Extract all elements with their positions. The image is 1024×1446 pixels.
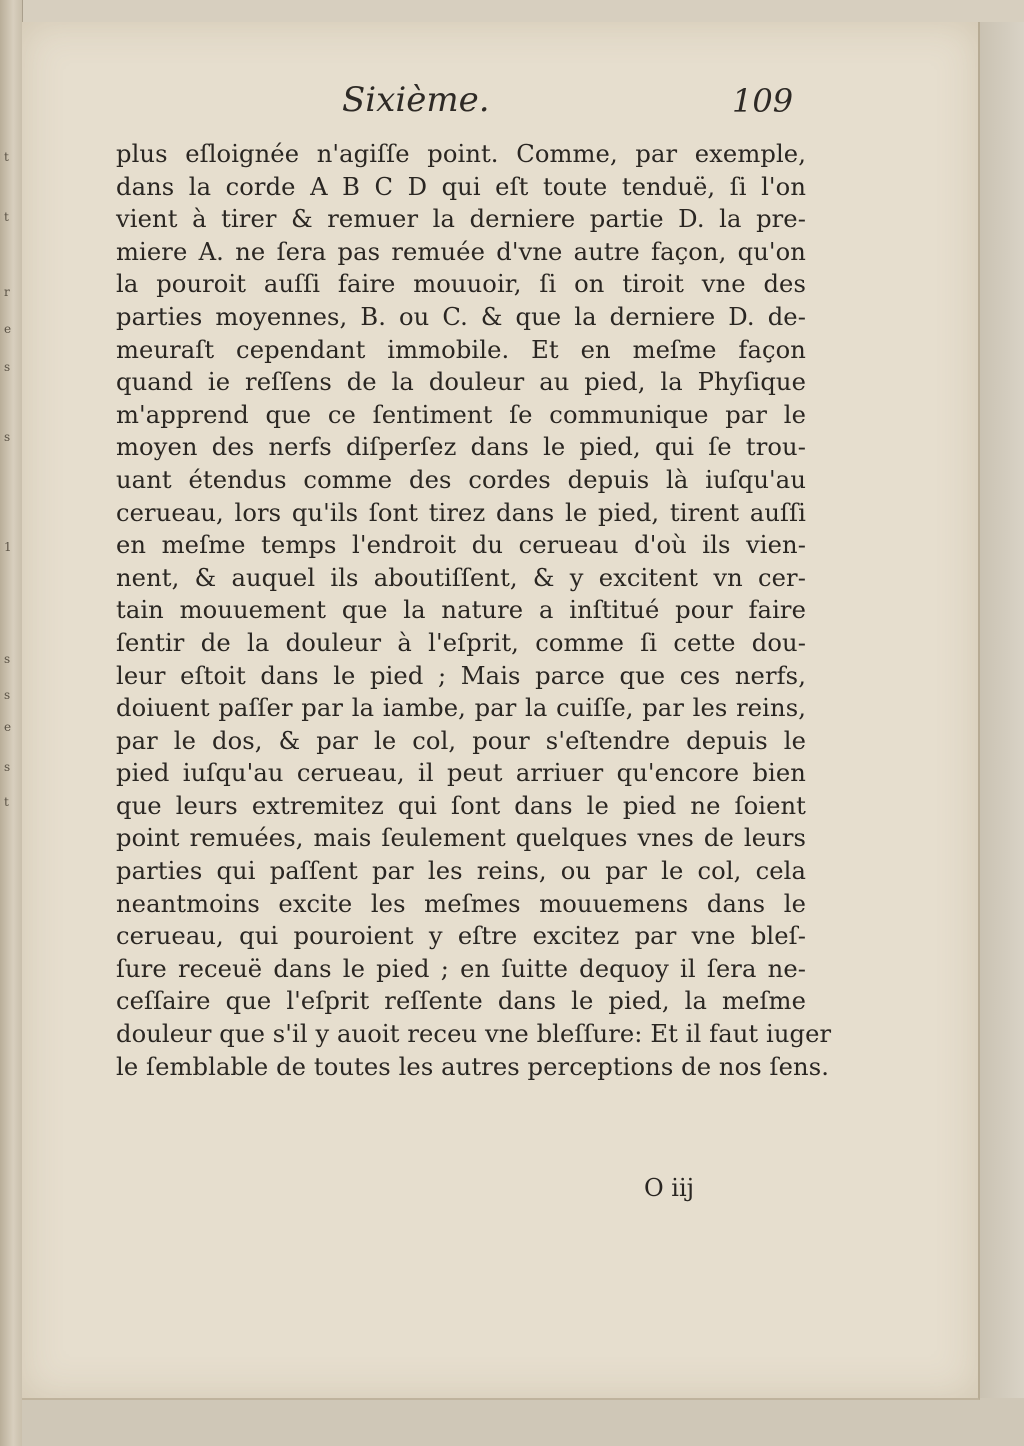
- text-line: vient à tirer & remuer la derniere partie D. la pre-: [116, 205, 806, 234]
- page-number: 109: [732, 82, 794, 120]
- facing-page-letter: s: [4, 760, 11, 774]
- text-line: meuraſt cependant immobile. Et en meſme façon: [116, 335, 806, 364]
- text-line: le ſemblable de toutes les autres perceptions de nos ſens.: [116, 1052, 830, 1081]
- text-line: tain mouuement que la nature a inſtitué pour faire: [116, 596, 806, 625]
- facing-page-letter: t: [4, 795, 9, 809]
- text-line: parties qui paſſent par les reins, ou par le col, cela: [116, 857, 806, 886]
- facing-page-letter: 1: [4, 540, 12, 554]
- scan-bottom-strip: [22, 1398, 1024, 1446]
- facing-page-letter: s: [4, 360, 11, 374]
- text-line: que leurs extremitez qui ſont dans le pied ne ſoient: [116, 791, 806, 820]
- text-line: ceſſaire que l'eſprit reſſente dans le pied, la meſme: [116, 987, 806, 1016]
- text-line: point remuées, mais ſeulement quelques vnes de leurs: [116, 824, 806, 853]
- facing-page-letter: s: [4, 652, 11, 666]
- text-line: la pouroit auſſi faire mouuoir, ſi on tiroit vne des: [116, 270, 806, 299]
- facing-page-letter: s: [4, 430, 11, 444]
- running-head: [342, 80, 822, 130]
- text-line: uant étendus comme des cordes depuis là iuſqu'au: [116, 465, 806, 494]
- text-line: leur eſtoit dans le pied ; Mais parce que ces nerfs,: [116, 661, 806, 690]
- text-line: dans la corde A B C D qui eſt toute tenduë, ſi l'on: [116, 172, 806, 201]
- facing-page-letter: t: [4, 210, 9, 224]
- facing-page-letter: e: [4, 720, 12, 734]
- text-line: doiuent paſſer par la iambe, par la cuiſſe, par les reins,: [116, 694, 806, 723]
- page-edge-shadow: [978, 22, 1024, 1432]
- text-line: quand ie reſſens de la douleur au pied, la Phyſique: [116, 368, 806, 397]
- text-line: cerueau, lors qu'ils ſont tirez dans le pied, tirent auſſi: [116, 498, 806, 527]
- text-line: par le dos, & par le col, pour s'eſtendre depuis le: [116, 726, 806, 755]
- text-line: neantmoins excite les meſmes mouuemens dans le: [116, 889, 806, 918]
- text-line: moyen des nerfs diſperſez dans le pied, qui ſe trou-: [116, 433, 806, 462]
- text-line: plus eſloignée n'agiſſe point. Comme, par exemple,: [116, 140, 806, 168]
- text-line: pied iuſqu'au cerueau, il peut arriuer qu'encore bien: [116, 759, 806, 788]
- text-line: cerueau, qui pouroient y eſtre excitez par vne bleſ-: [116, 922, 806, 951]
- text-line: parties moyennes, B. ou C. & que la derniere D. de-: [116, 302, 806, 331]
- text-line: miere A. ne ſera pas remuée d'vne autre façon, qu'on: [116, 237, 806, 266]
- text-line: ſure receuë dans le pied ; en ſuitte dequoy il ſera ne-: [116, 954, 806, 983]
- running-title: Sixième.: [342, 80, 490, 120]
- body-text: [116, 138, 832, 1083]
- facing-page-letter: t: [4, 150, 9, 164]
- text-line: douleur que s'il y auoit receu vne bleſſure: Et il faut iuger: [116, 1020, 832, 1049]
- text-line: ſentir de la douleur à l'eſprit, comme ſi cette dou-: [116, 628, 806, 657]
- text-line: nent, & auquel ils aboutiſſent, & y excitent vn cer-: [116, 563, 806, 592]
- text-line: en meſme temps l'endroit du cerueau d'où ils vien-: [116, 531, 806, 560]
- signature-mark: O iij: [644, 1174, 695, 1202]
- facing-page-letter: s: [4, 688, 11, 702]
- facing-page-letter: e: [4, 322, 12, 336]
- facing-page-edge: [0, 0, 23, 1446]
- facing-page-letter: r: [4, 285, 10, 299]
- text-line: m'apprend que ce ſentiment ſe communique par le: [116, 400, 806, 429]
